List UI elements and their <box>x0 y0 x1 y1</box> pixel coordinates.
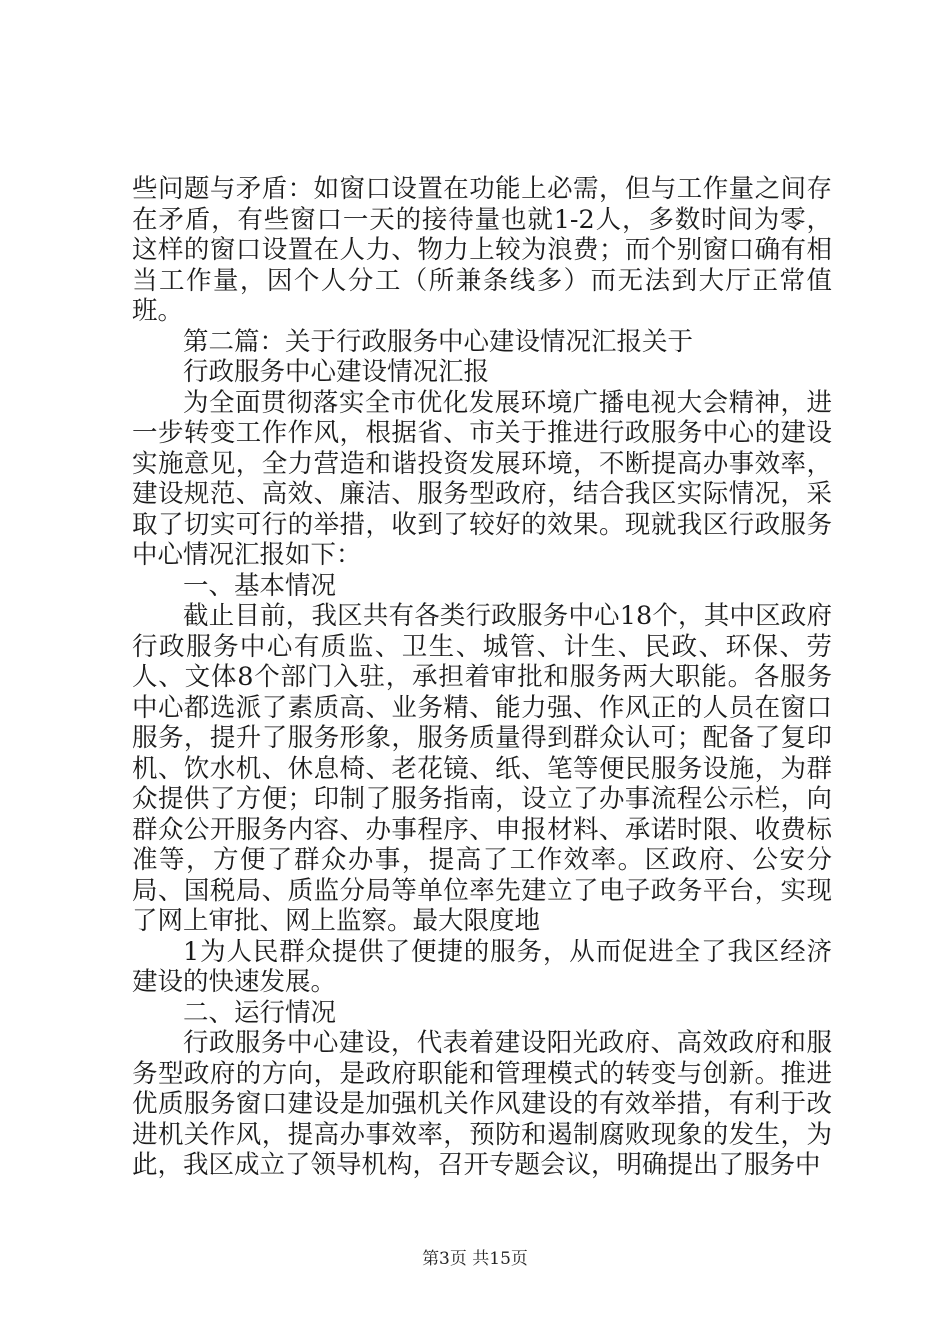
paragraph-intro: 为全面贯彻落实全市优化发展环境广播电视大会精神，进一步转变工作作风，根据省、市关于推进行政服务中心的建设实施意见，全力营造和谐投资发展环境，不断提高办事效率，建设规范、高效、廉洁、服务型政府，结合我区实际情况，采取了切实可行的举措，收到了较好的效果。现就我区行政服务中心情况汇报如下： <box>132 387 832 570</box>
document-body <box>132 174 832 1181</box>
paragraph-basic-situation: 截止目前，我区共有各类行政服务中心18个，其中区政府行政服务中心有质监、卫生、城管、计生、民政、环保、劳人、文体8个部门入驻，承担着审批和服务两大职能。各服务中心都选派了素质高、业务精、能力强、作风正的人员在窗口服务，提升了服务形象，服务质量得到群众认可；配备了复印机、饮水机、休息椅、老花镜、纸、笔等便民服务设施，为群众提供了方便；印制了服务指南，设立了办事流程公示栏，向群众公开服务内容、办事程序、申报材料、承诺时限、收费标准等，方便了群众办事，提高了工作效率。区政府、公安分局、国税局、质监分局等单位率先建立了电子政务平台，实现了网上审批、网上监察。最大限度地 <box>132 601 832 936</box>
section-title-line-2: 行政服务中心建设情况汇报 <box>183 357 490 387</box>
paragraph-continuation: 些问题与矛盾：如窗口设置在功能上必需，但与工作量之间存在矛盾，有些窗口一天的接待量也就1-2人，多数时间为零，这样的窗口设置在人力、物力上较为浪费；而个别窗口确有相当工作量，因个人分工（所兼条线多）而无法到大厅正常值班。 <box>132 174 832 326</box>
page-number-footer: 第3页 共15页 <box>422 1249 528 1269</box>
heading-basic-situation: 一、基本情况 <box>183 570 337 601</box>
heading-operation: 二、运行情况 <box>183 997 337 1028</box>
paragraph-operation: 行政服务中心建设，代表着建设阳光政府、高效政府和服务型政府的方向，是政府职能和管理模式的转变与创新。推进优质服务窗口建设是加强机关作风建设的有效举措，有利于改进机关作风，提高办事效率，预防和遏制腐败现象的发生，为此，我区成立了领导机构，召开专题会议，明确提出了服务中 <box>132 1028 832 1180</box>
section-title-line-1: 第二篇：关于行政服务中心建设情况汇报关于 <box>183 326 694 357</box>
paragraph-basic-situation-cont: 1为人民群众提供了便捷的服务，从而促进全了我区经济建设的快速发展。 <box>132 936 832 997</box>
